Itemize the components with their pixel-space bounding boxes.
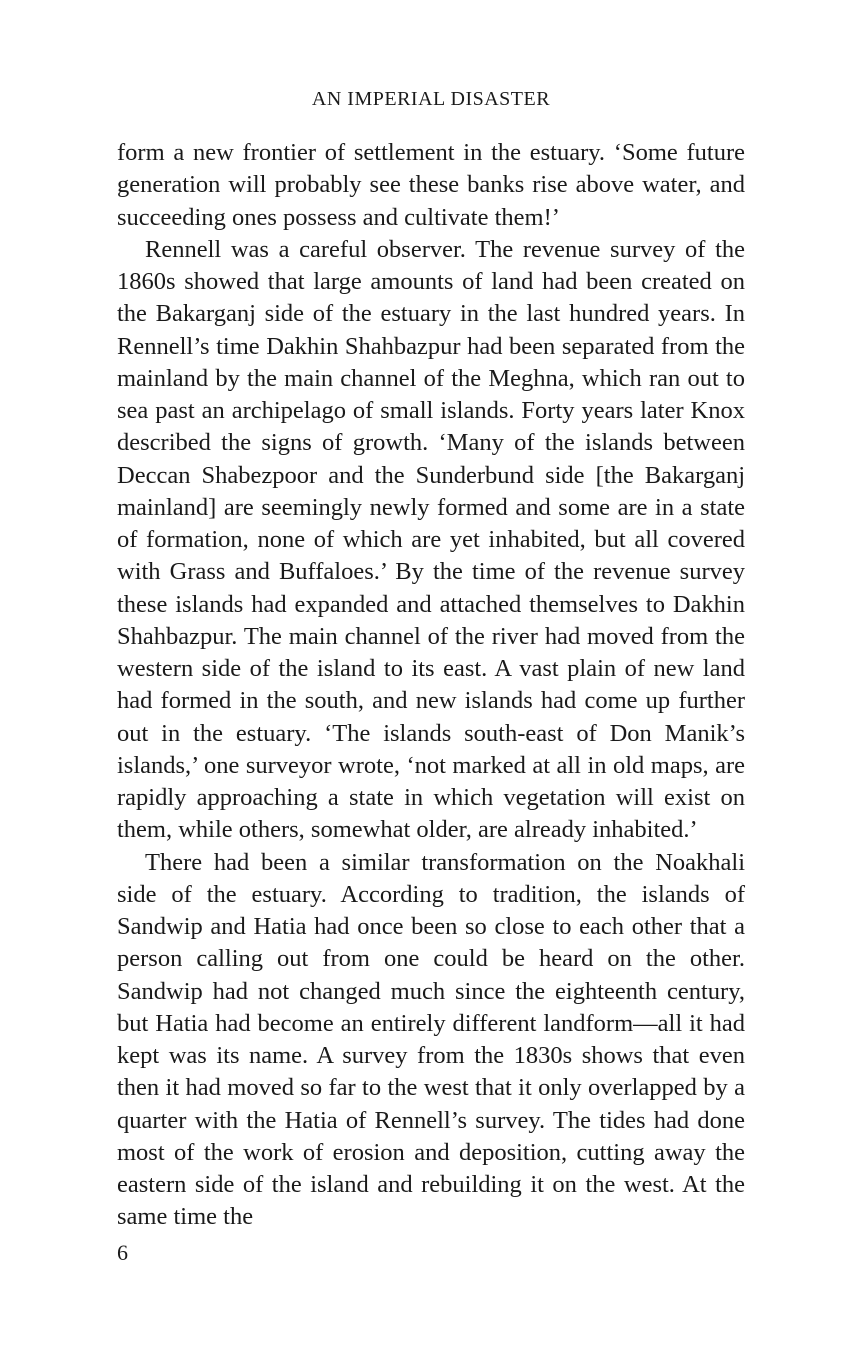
- paragraph-continuation: form a new frontier of settlement in the estuary. ‘Some future generation will probably see these banks rise above water, and succeeding ones possess and cultivate them!’: [117, 139, 745, 231]
- paragraph-noakhali: There had been a similar transformation on the Noakhali side of the estuary. According to tradition, the islands of Sandwip and Hatia had once been so close to each other that a person calling out from one could be heard on the other. Sandwip had not changed much since the eighteenth century, but Hatia had become an entirely different landform—all it had kept was its name. A survey from the 1830s shows that even then it had moved so far to the west that it only overlapped by a quarter with the Hatia of Rennell’s survey. The tides had done most of the work of erosion and deposition, cutting away the eastern side of the island and rebuilding it on the west. At the same time the: [117, 848, 745, 1231]
- body-text: [117, 137, 745, 1234]
- running-head: AN IMPERIAL DISASTER: [311, 88, 551, 110]
- page-number: 6: [117, 1240, 128, 1265]
- paragraph-rennell: Rennell was a careful observer. The revenue survey of the 1860s showed that large amounts of land had been created on the Bakarganj side of the estuary in the last hundred years. In Rennell’s time Dakhin Shahbazpur had been separated from the mainland by the main channel of the Meghna, which ran out to sea past an archipelago of small islands. Forty years later Knox described the signs of growth. ‘Many of the islands between Deccan Shabezpoor and the Sunderbund side [the Bakarganj mainland] are seemingly newly formed and some are in a state of formation, none of which are yet inhabited, but all covered with Grass and Buffaloes.’ By the time of the revenue survey these islands had expanded and attached themselves to Dakhin Shahbazpur. The main channel of the river had moved from the western side of the island to its east. A vast plain of new land had formed in the south, and new islands had come up further out in the estuary. ‘The islands south-east of Don Manik’s islands,’ one surveyor wrote, ‘not marked at all in old maps, are rapidly approaching a state in which vegetation will exist on them, while others, somewhat older, are already inhabited.’: [117, 235, 745, 844]
